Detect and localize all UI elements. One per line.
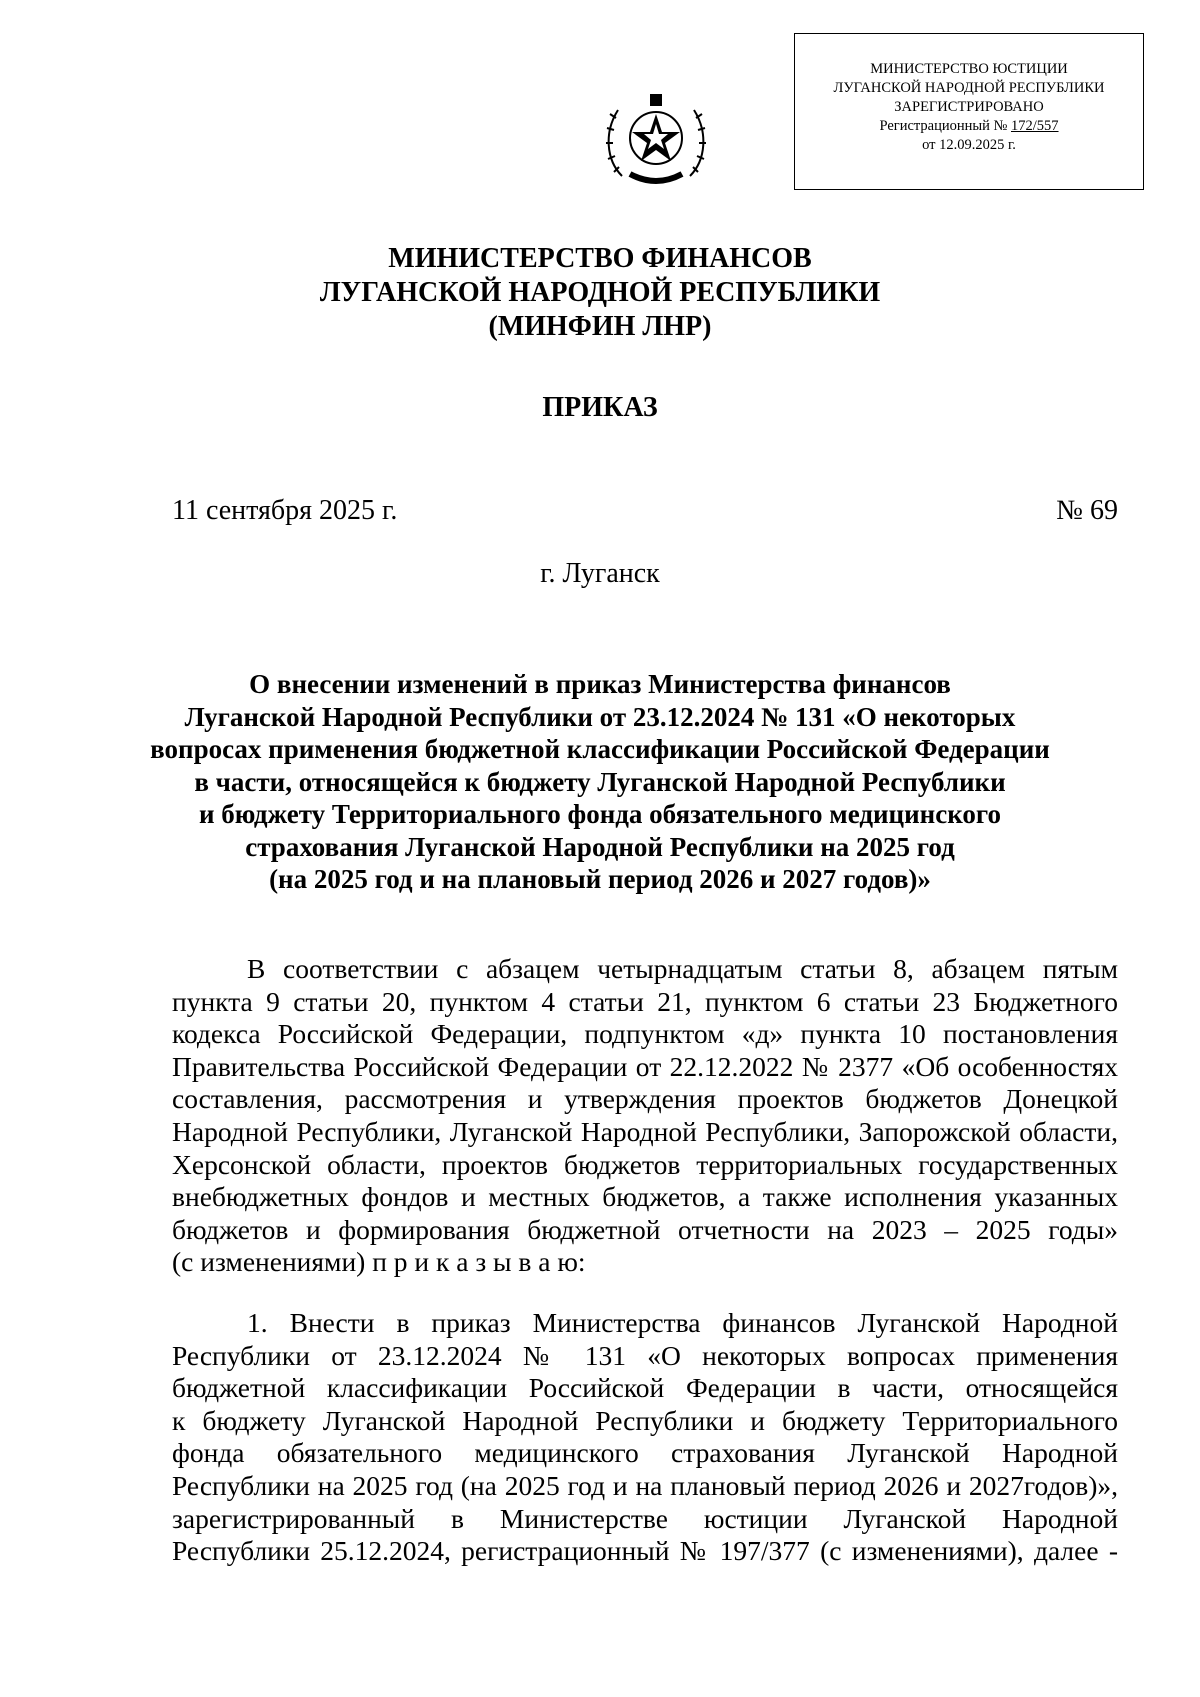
subject-line: (на 2025 год и на плановый период 2026 и 2027 годов)» bbox=[269, 864, 931, 894]
text-line: Республики 25.12.2024, регистрационный № 197/377 (с изменениями), далее - bbox=[172, 1535, 1118, 1567]
text-line: Республики на 2025 год (на 2025 год и на плановый период 2026 и 2027годов)», bbox=[172, 1469, 1118, 1501]
preamble-paragraph bbox=[172, 953, 1118, 1279]
registration-stamp bbox=[794, 33, 1144, 190]
order-date: 11 сентября 2025 г. bbox=[172, 495, 398, 526]
order-city: г. Луганск bbox=[540, 558, 660, 589]
text-line: (с изменениями) п р и к а з ы в а ю: bbox=[172, 1246, 586, 1278]
text-line: бюджетной классификации Российской Федерации в части, относящейся bbox=[172, 1372, 1118, 1404]
ministry-name-line-1: МИНИСТЕРСТВО ФИНАНСОВ bbox=[388, 243, 812, 274]
subject-line: Луганской Народной Республики от 23.12.2024 № 131 «О некоторых bbox=[184, 701, 1016, 732]
text-line: зарегистрированный в Министерстве юстиции Луганской Народной bbox=[172, 1502, 1118, 1534]
text-line: кодекса Российской Федерации, подпунктом «д» пункта 10 постановления bbox=[172, 1018, 1118, 1050]
order-subject bbox=[0, 668, 1200, 896]
stamp-date: от 12.09.2025 г. bbox=[922, 137, 1016, 153]
ministry-name-line-2: ЛУГАНСКОЙ НАРОДНОЙ РЕСПУБЛИКИ bbox=[319, 277, 881, 308]
ministry-short-name: (МИНФИН ЛНР) bbox=[488, 311, 712, 342]
text-line: внебюджетных фондов и местных бюджетов, а также исполнения указанных bbox=[172, 1181, 1118, 1213]
stamp-reg-number-line bbox=[795, 117, 1143, 136]
stamp-reg-number: 172/557 bbox=[1011, 118, 1059, 134]
order-number: № 69 bbox=[1056, 495, 1118, 526]
text-line: В соответствии с абзацем четырнадцатым статьи 8, абзацем пятым bbox=[247, 953, 1118, 984]
stamp-line-ministry: МИНИСТЕРСТВО ЮСТИЦИИ bbox=[870, 61, 1068, 77]
text-line: фонда обязательного медицинского страхования Луганской Народной bbox=[172, 1437, 1118, 1469]
item-1-paragraph bbox=[172, 1307, 1118, 1568]
text-line: бюджетов и формирования бюджетной отчетности на 2023 – 2025 годы» bbox=[172, 1213, 1118, 1245]
subject-line: в части, относящейся к бюджету Луганской Народной Республики bbox=[194, 766, 1006, 797]
text-line: пункта 9 статьи 20, пунктом 4 статьи 21, пунктом 6 статьи 23 Бюджетного bbox=[172, 985, 1118, 1017]
stamp-reg-label: Регистрационный № bbox=[879, 118, 1008, 134]
text-line: 1. Внести в приказ Министерства финансов Луганской Народной bbox=[247, 1307, 1118, 1338]
text-line: к бюджету Луганской Народной Республики и бюджету Территориального bbox=[172, 1404, 1118, 1436]
stamp-line-republic: ЛУГАНСКОЙ НАРОДНОЙ РЕСПУБЛИКИ bbox=[833, 80, 1105, 96]
ministry-header bbox=[0, 242, 1200, 344]
lpr-coat-of-arms-icon bbox=[600, 88, 712, 192]
subject-line: О внесении изменений в приказ Министерства финансов bbox=[249, 669, 951, 699]
subject-line: страхования Луганской Народной Республики на 2025 год bbox=[245, 831, 955, 862]
text-line: Херсонской области, проектов бюджетов территориальных государственных bbox=[172, 1148, 1118, 1180]
subject-line: и бюджету Территориального фонда обязательного медицинского bbox=[199, 799, 1001, 829]
stamp-line-registered: ЗАРЕГИСТРИРОВАНО bbox=[894, 99, 1044, 115]
subject-line: вопросах применения бюджетной классификации Российской Федерации bbox=[150, 734, 1050, 764]
text-line: составления, рассмотрения и утверждения проектов бюджетов Донецкой bbox=[172, 1083, 1118, 1115]
document-type: ПРИКАЗ bbox=[542, 392, 658, 423]
text-line: Республики от 23.12.2024 № 131 «О некоторых вопросах применения bbox=[172, 1339, 1118, 1371]
text-line: Правительства Российской Федерации от 22.12.2022 № 2377 «Об особенностях bbox=[172, 1050, 1118, 1082]
text-line: Народной Республики, Луганской Народной Республики, Запорожской области, bbox=[172, 1115, 1118, 1147]
